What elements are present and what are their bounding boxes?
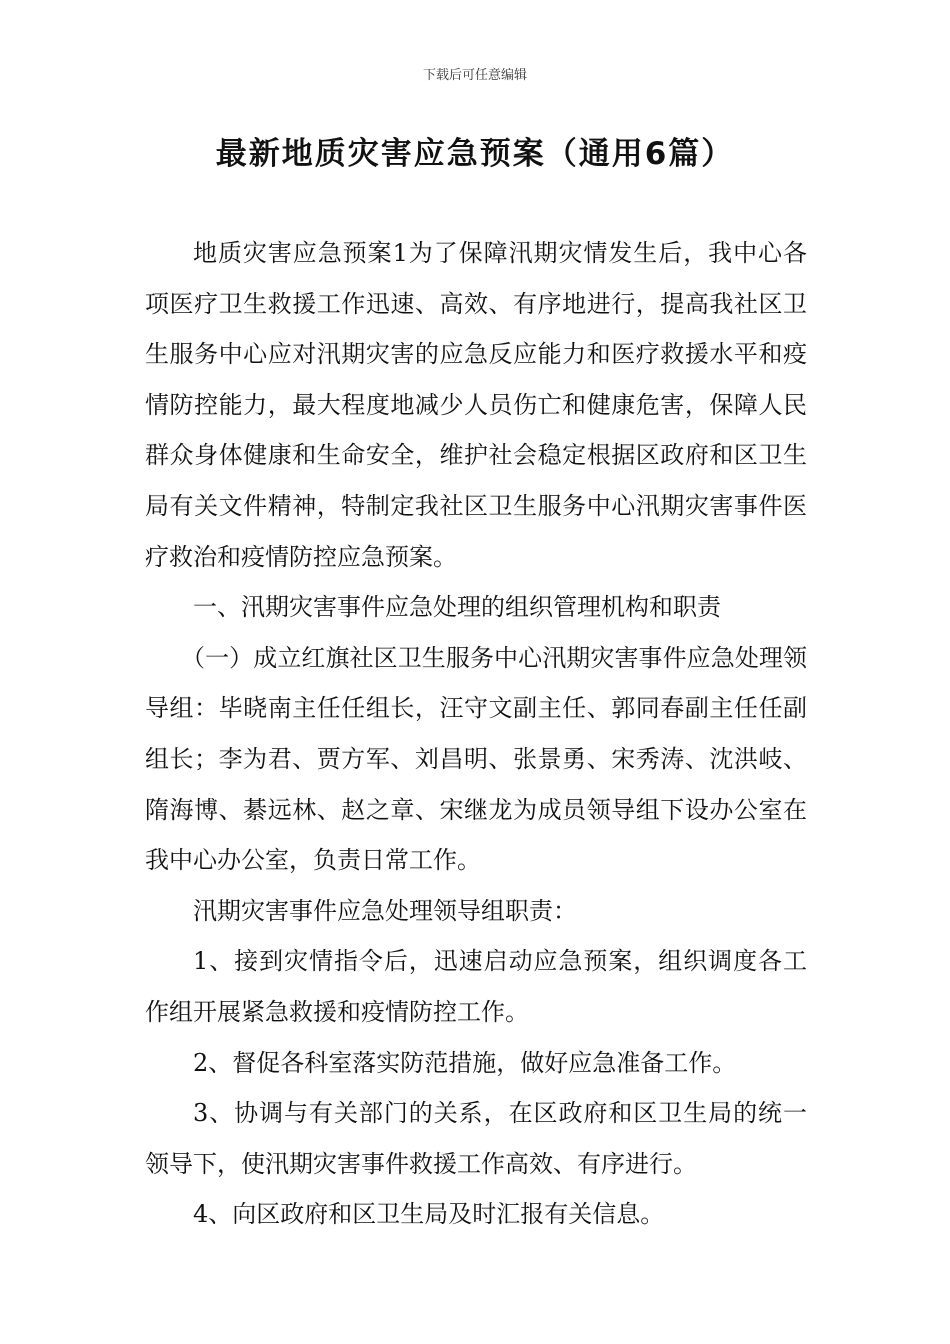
- paragraph-duty-2: 2、督促各科室落实防范措施，做好应急准备工作。: [193, 1048, 737, 1077]
- paragraph-intro: 地质灾害应急预案1为了保障汛期灾情发生后，我中心各项医疗卫生救援工作迅速、高效、有序地进行，提高我社区卫生服务中心应对汛期灾害的应急反应能力和医疗救援水平和疫情防控能力，最大程度地减少人员伤亡和健康危害，保障人民群众身体健康和生命安全，维护社会稳定根据区政府和区卫生局有关文件精神，特制定我社区卫生服务中心汛期灾害事件医疗救治和疫情防控应急预案。: [145, 239, 807, 571]
- paragraph-duty-3: 3、协调与有关部门的关系，在区政府和区卫生局的统一领导下，使汛期灾害事件救援工作高效、有序进行。: [145, 1099, 807, 1178]
- paragraph-subsection: （一）成立红旗社区卫生服务中心汛期灾害事件应急处理领导组：毕晓南主任任组长，汪守文副主任、郭同春副主任任副组长；李为君、贾方军、刘昌明、张景勇、宋秀涛、沈洪岐、隋海博、綦远林、赵之章、宋继龙为成员领导组下设办公室在我中心办公室，负责日常工作。: [145, 643, 807, 875]
- header-note: 下载后可任意编辑: [422, 68, 527, 83]
- paragraph-duty-4: 4、向区政府和区卫生局及时汇报有关信息。: [193, 1200, 665, 1229]
- document-title: 最新地质灾害应急预案（通用6篇）: [215, 136, 735, 172]
- paragraph-duty-1: 1、接到灾情指令后，迅速启动应急预案，组织调度各工作组开展紧急救援和疫情防控工作。: [145, 947, 807, 1026]
- paragraph-duties-heading: 汛期灾害事件应急处理领导组职责：: [193, 896, 577, 925]
- document-body: [145, 228, 807, 1240]
- paragraph-section-heading: 一、汛期灾害事件应急处理的组织管理机构和职责: [193, 593, 721, 622]
